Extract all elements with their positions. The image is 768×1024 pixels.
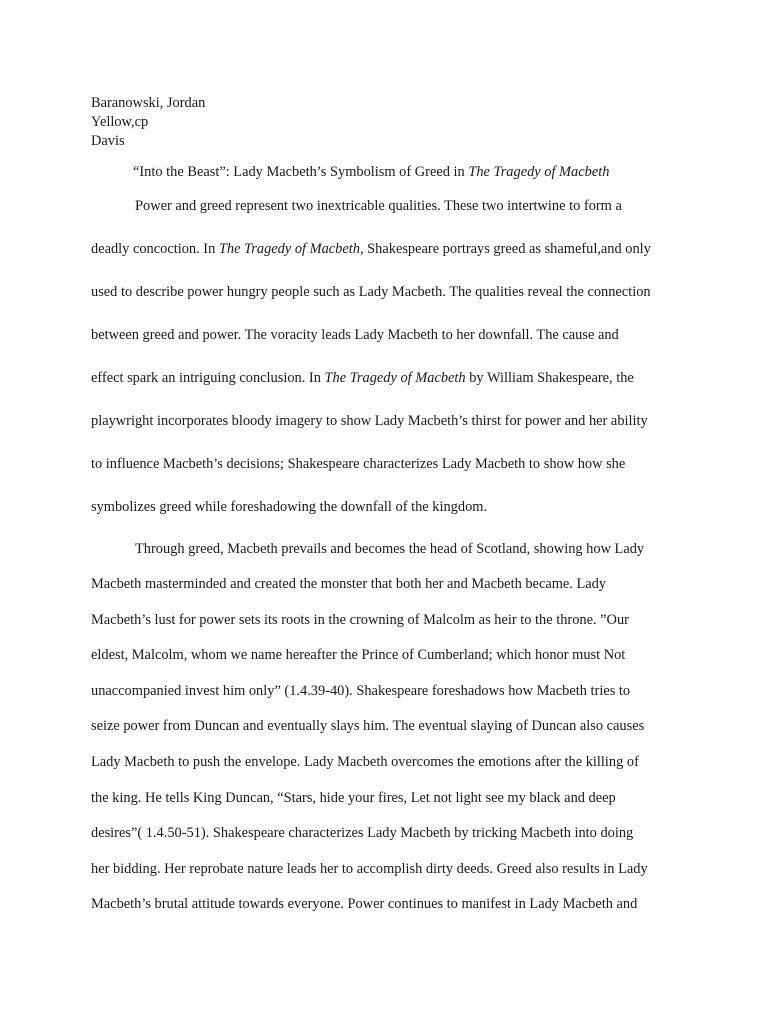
paragraph-line: Macbeth’s brutal attitude towards everyone. Power continues to manifest in Lady Macbeth and bbox=[91, 896, 638, 912]
paragraph-line: desires”( 1.4.50-51). Shakespeare characterizes Lady Macbeth by tricking Macbeth into doing bbox=[91, 825, 634, 841]
title-text: “Into the Beast”: Lady Macbeth’s Symbolism of Greed in bbox=[133, 164, 469, 180]
paragraph-line: playwright incorporates bloody imagery to show Lady Macbeth’s thirst for power and her ability bbox=[91, 413, 648, 429]
paragraph-line: her bidding. Her reprobate nature leads her to accomplish dirty deeds. Greed also results in Lady bbox=[91, 861, 648, 877]
teacher-name: Davis bbox=[91, 133, 125, 149]
paragraph-line: seize power from Duncan and eventually slays him. The eventual slaying of Duncan also causes bbox=[91, 718, 645, 734]
author-block bbox=[91, 94, 205, 151]
paragraph-line: Power and greed represent two inextricable qualities. These two intertwine to form a bbox=[135, 198, 622, 214]
paragraph-line: Through greed, Macbeth prevails and becomes the head of Scotland, showing how Lady bbox=[135, 541, 645, 557]
class-period: Yellow,cp bbox=[91, 114, 149, 130]
paragraph-line: to influence Macbeth’s decisions; Shakespeare characterizes Lady Macbeth to show how she bbox=[91, 456, 626, 472]
author-name: Baranowski, Jordan bbox=[91, 95, 206, 111]
text-run: deadly concoction. In bbox=[91, 241, 219, 257]
paragraph-line: the king. He tells King Duncan, “Stars, hide your fires, Let not light see my black and deep bbox=[91, 790, 616, 806]
paragraph-line: symbolizes greed while foreshadowing the downfall of the kingdom. bbox=[91, 499, 488, 515]
text-run: effect spark an intriguing conclusion. In bbox=[91, 370, 325, 386]
text-run: , Shakespeare portrays greed as shameful,and only bbox=[359, 241, 651, 257]
paragraph-line: Macbeth masterminded and created the monster that both her and Macbeth became. Lady bbox=[91, 576, 607, 592]
paragraph-line: eldest, Malcolm, whom we name hereafter the Prince of Cumberland; which honor must Not bbox=[91, 647, 626, 663]
paragraph-line: used to describe power hungry people such as Lady Macbeth. The qualities reveal the connection bbox=[91, 284, 651, 300]
text-run: by William Shakespeare, the bbox=[465, 370, 634, 386]
paragraph-line: Lady Macbeth to push the envelope. Lady Macbeth overcomes the emotions after the killing of bbox=[91, 754, 639, 770]
paragraph-line bbox=[91, 240, 651, 259]
paragraph-line bbox=[91, 369, 634, 388]
paragraph-line: unaccompanied invest him only” (1.4.39-40). Shakespeare foreshadows how Macbeth tries to bbox=[91, 683, 631, 699]
essay-title bbox=[133, 163, 609, 182]
italic-run: The Tragedy of Macbeth bbox=[218, 241, 360, 257]
italic-run: The Tragedy of Macbeth bbox=[324, 370, 466, 386]
paragraph-line: between greed and power. The voracity leads Lady Macbeth to her downfall. The cause and bbox=[91, 327, 619, 343]
title-italic: The Tragedy of Macbeth bbox=[468, 164, 610, 180]
paragraph-line: Macbeth’s lust for power sets its roots in the crowning of Malcolm as heir to the throne. ”Our bbox=[91, 612, 629, 628]
